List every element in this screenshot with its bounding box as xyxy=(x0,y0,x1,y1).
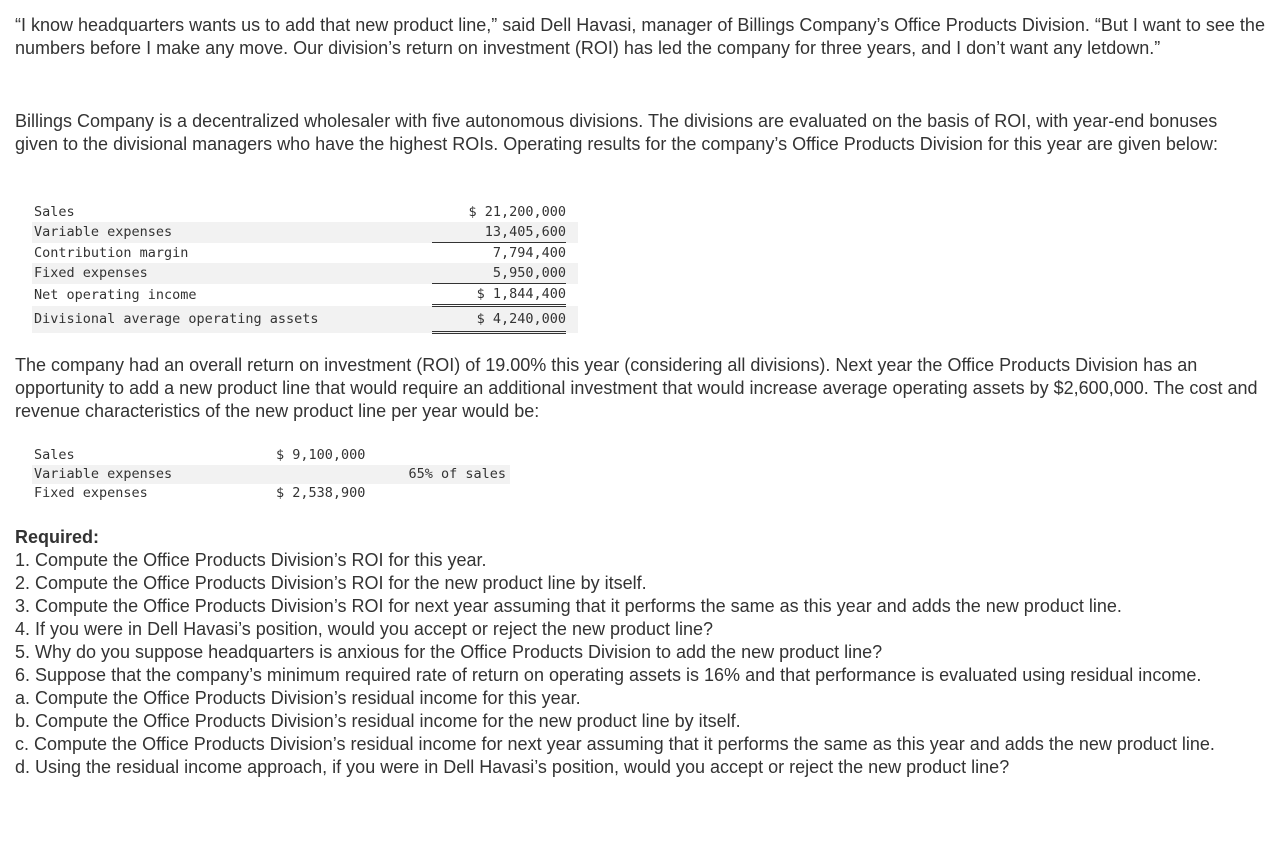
required-heading: Required: xyxy=(15,527,100,547)
requirement-item: d. Using the residual income approach, if you were in Dell Havasi’s position, would you accept or reject the new product line? xyxy=(15,757,1010,777)
requirement-item: 2. Compute the Office Products Division’s ROI for the new product line by itself. xyxy=(15,573,647,593)
table-row xyxy=(32,222,578,243)
row-label: Net operating income xyxy=(34,286,197,303)
row-amount: $ 2,538,900 xyxy=(276,485,366,501)
row-percent xyxy=(386,484,510,503)
row-value: 5,950,000 xyxy=(432,263,566,284)
table-row xyxy=(32,446,510,465)
table-row xyxy=(32,465,510,484)
table-row xyxy=(32,306,578,333)
requirement-item: 1. Compute the Office Products Division’s ROI for this year. xyxy=(15,550,487,570)
requirement-item: 6. Suppose that the company’s minimum required rate of return on operating assets is 16% and that performance is evaluated using residual income. xyxy=(15,665,1202,685)
row-label: Sales xyxy=(34,204,75,220)
operating-results-table xyxy=(32,202,578,334)
row-label: Divisional average operating assets xyxy=(32,306,432,333)
new-product-line-table xyxy=(32,446,510,503)
row-label: Fixed expenses xyxy=(32,263,432,284)
row-percent: 65% of sales xyxy=(386,465,510,484)
row-label: Fixed expenses xyxy=(34,485,148,501)
company-description-paragraph: Billings Company is a decentralized wholesaler with five autonomous divisions. The divisions are evaluated on the basis of ROI, with year-end bonuses given to the divisional managers who have the highest ROIs. Operating results for the company’s Office Products Division for this year are given below: xyxy=(15,111,1218,154)
intro-paragraph: “I know headquarters wants us to add that new product line,” said Dell Havasi, manager of Billings Company’s Office Products Division. “But I want to see the numbers before I make any move. Our division’s return on investment (ROI) has led the company for three years, and I don’t want any letdown.” xyxy=(15,15,1265,58)
table-row xyxy=(32,202,578,222)
required-section xyxy=(15,526,1215,779)
requirement-item: b. Compute the Office Products Division’s residual income for the new product line by itself. xyxy=(15,711,741,731)
table-row xyxy=(32,484,510,503)
row-value: 7,794,400 xyxy=(492,245,566,261)
table-row xyxy=(32,263,578,284)
requirement-item: c. Compute the Office Products Division’s residual income for next year assuming that it performs the same as this year and adds the new product line. xyxy=(15,734,1215,754)
table-row xyxy=(32,243,578,264)
row-label: Variable expenses xyxy=(32,222,432,243)
requirement-item: 3. Compute the Office Products Division’s ROI for next year assuming that it performs the same as this year and adds the new product line. xyxy=(15,596,1122,616)
row-label: Variable expenses xyxy=(32,465,276,484)
requirement-item: a. Compute the Office Products Division’s residual income for this year. xyxy=(15,688,581,708)
table-row xyxy=(32,284,578,306)
row-value: $ 4,240,000 xyxy=(432,306,566,333)
row-label: Sales xyxy=(34,447,75,463)
row-value: $ 21,200,000 xyxy=(468,204,566,220)
row-value: 13,405,600 xyxy=(432,222,566,243)
row-label: Contribution margin xyxy=(34,244,189,261)
opportunity-paragraph: The company had an overall return on investment (ROI) of 19.00% this year (considering all divisions). Next year the Office Products Division has an opportunity to add a new product line that would require an additional investment that would increase average operating assets by $2,600,000. The cost and revenue characteristics of the new product line per year would be: xyxy=(15,355,1258,421)
requirement-item: 5. Why do you suppose headquarters is anxious for the Office Products Division to add the new product line? xyxy=(15,642,883,662)
row-value: $ 1,844,400 xyxy=(432,284,566,306)
row-amount: $ 9,100,000 xyxy=(276,447,366,463)
row-amount xyxy=(276,465,386,484)
requirement-item: 4. If you were in Dell Havasi’s position, would you accept or reject the new product line? xyxy=(15,619,714,639)
row-percent xyxy=(386,446,510,465)
